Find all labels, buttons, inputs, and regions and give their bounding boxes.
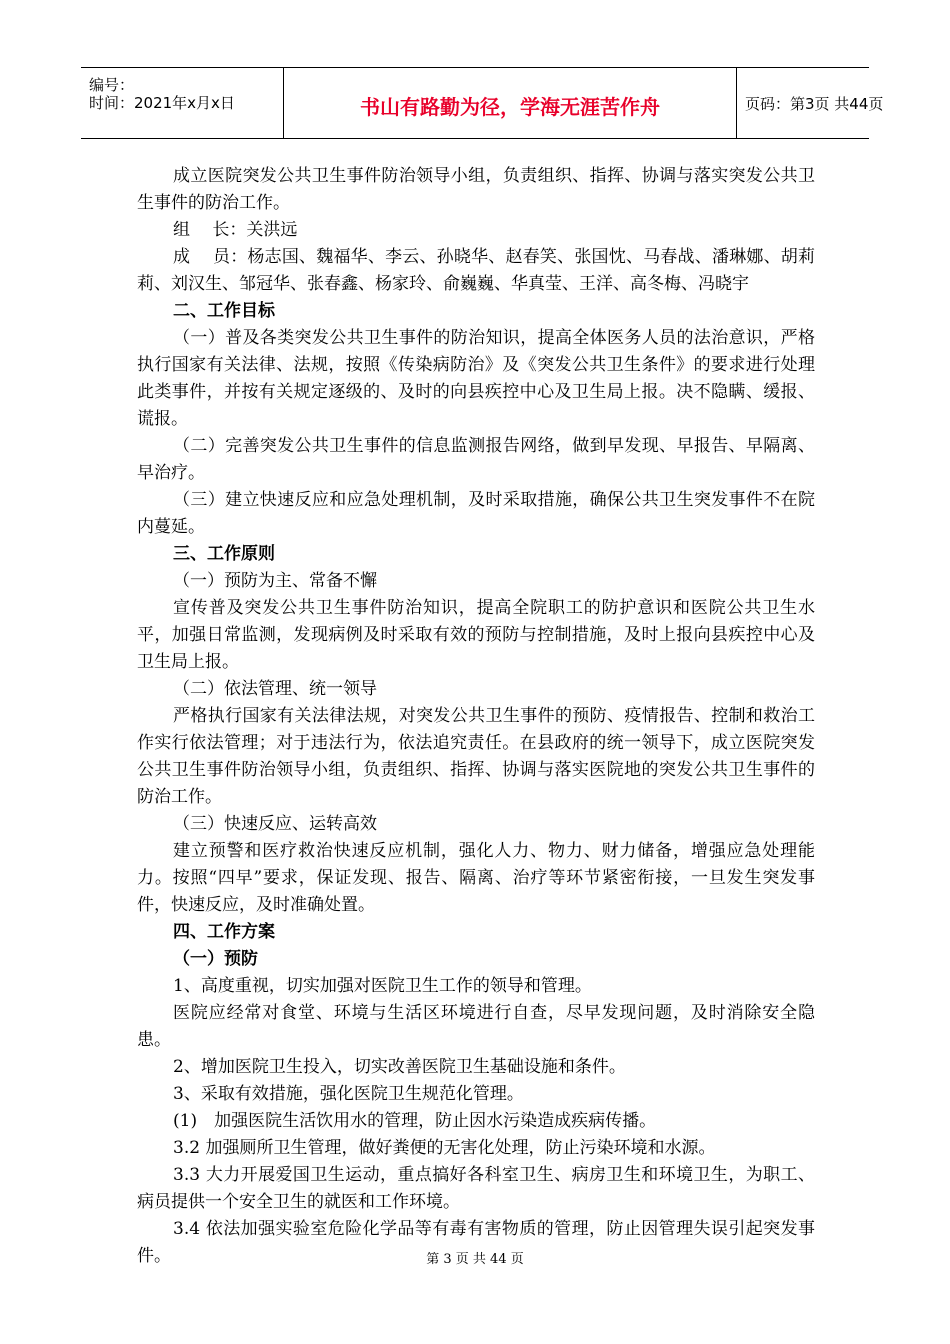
body-paragraph: 3、采取有效措施，强化医院卫生规范化管理。 [173,1084,524,1104]
header-motto-cell [284,68,737,138]
document-body [137,163,815,1270]
header-page-number: 页码：第3页 共44页 [745,95,884,113]
body-paragraph: 3.4 依法加强实验室危险化学品等有毒有害物质的管理，防止因管理失误引起突发事件。 [137,1219,815,1266]
section-heading: 四、工作方案 [173,922,275,942]
header-motto: 书山有路勤为径，学海无涯苦作舟 [360,95,660,119]
body-paragraph: （三）快速反应、运转高效 [173,814,377,834]
body-paragraph: (1) 加强医院生活饮用水的管理，防止因水污染造成疾病传播。 [173,1111,657,1131]
body-paragraph: 成 员：杨志国、魏福华、李云、孙晓华、赵春笑、张国忱、马春战、潘琳娜、胡莉莉、刘汉生、邹冠华、张春鑫、杨家玲、俞巍巍、华真莹、王洋、高冬梅、冯晓宇 [137,247,815,294]
body-paragraph: 3.3 大力开展爱国卫生运动，重点搞好各科室卫生、病房卫生和环境卫生，为职工、病员提供一个安全卫生的就医和工作环境。 [137,1165,815,1212]
body-paragraph: 2、增加医院卫生投入，切实改善医院卫生基础设施和条件。 [173,1057,626,1077]
body-paragraph: 建立预警和医疗救治快速反应机制，强化人力、物力、财力储备，增强应急处理能力。按照“四早”要求，保证发现、报告、隔离、治疗等环节紧密衔接，一旦发生突发事件，快速反应，及时准确处置。 [137,841,815,915]
header-table [81,67,884,139]
body-paragraph: （二）完善突发公共卫生事件的信息监测报告网络，做到早发现、早报告、早隔离、早治疗。 [137,436,815,483]
body-paragraph: 成立医院突发公共卫生事件防治领导小组，负责组织、指挥、协调与落实突发公共卫生事件的防治工作。 [137,166,815,213]
body-paragraph: （一）预防为主、常备不懈 [173,571,377,591]
document-code: 编号： [89,76,135,94]
body-paragraph: （一）普及各类突发公共卫生事件的防治知识，提高全体医务人员的法治意识，严格执行国家有关法律、法规，按照《传染病防治》及《突发公共卫生条件》的要求进行处理此类事件，并按有关规定逐级的、及时的向县疾控中心及卫生局上报。决不隐瞒、缓报、谎报。 [137,328,815,429]
body-paragraph: 1、高度重视，切实加强对医院卫生工作的领导和管理。 [173,976,592,996]
header-meta-cell [81,68,284,138]
body-paragraph: （二）依法管理、统一领导 [173,679,377,699]
header-page-cell [737,68,884,138]
section-heading: 二、工作目标 [173,301,275,321]
section-heading: （一）预防 [173,949,258,969]
body-paragraph: 3.2 加强厕所卫生管理，做好粪便的无害化处理，防止污染环境和水源。 [173,1138,716,1158]
document-time: 时间：2021年x月x日 [89,94,235,112]
body-paragraph: 严格执行国家有关法律法规，对突发公共卫生事件的预防、疫情报告、控制和救治工作实行依法管理；对于违法行为，依法追究责任。在县政府的统一领导下，成立医院突发公共卫生事件防治领导小组，负责组织、指挥、协调与落实医院地的突发公共卫生事件的防治工作。 [137,706,815,807]
body-paragraph: （三）建立快速反应和应急处理机制，及时采取措施，确保公共卫生突发事件不在院内蔓延。 [137,490,815,537]
body-paragraph: 医院应经常对食堂、环境与生活区环境进行自查，尽早发现问题，及时消除安全隐患。 [137,1003,815,1050]
body-paragraph: 组 长：关洪远 [173,220,298,240]
body-paragraph: 宣传普及突发公共卫生事件防治知识，提高全院职工的防护意识和医院公共卫生水平，加强日常监测，发现病例及时采取有效的预防与控制措施，及时上报向县疾控中心及卫生局上报。 [137,598,815,672]
section-heading: 三、工作原则 [173,544,275,564]
page-footer: 第 3 页 共 44 页 [426,1252,524,1267]
